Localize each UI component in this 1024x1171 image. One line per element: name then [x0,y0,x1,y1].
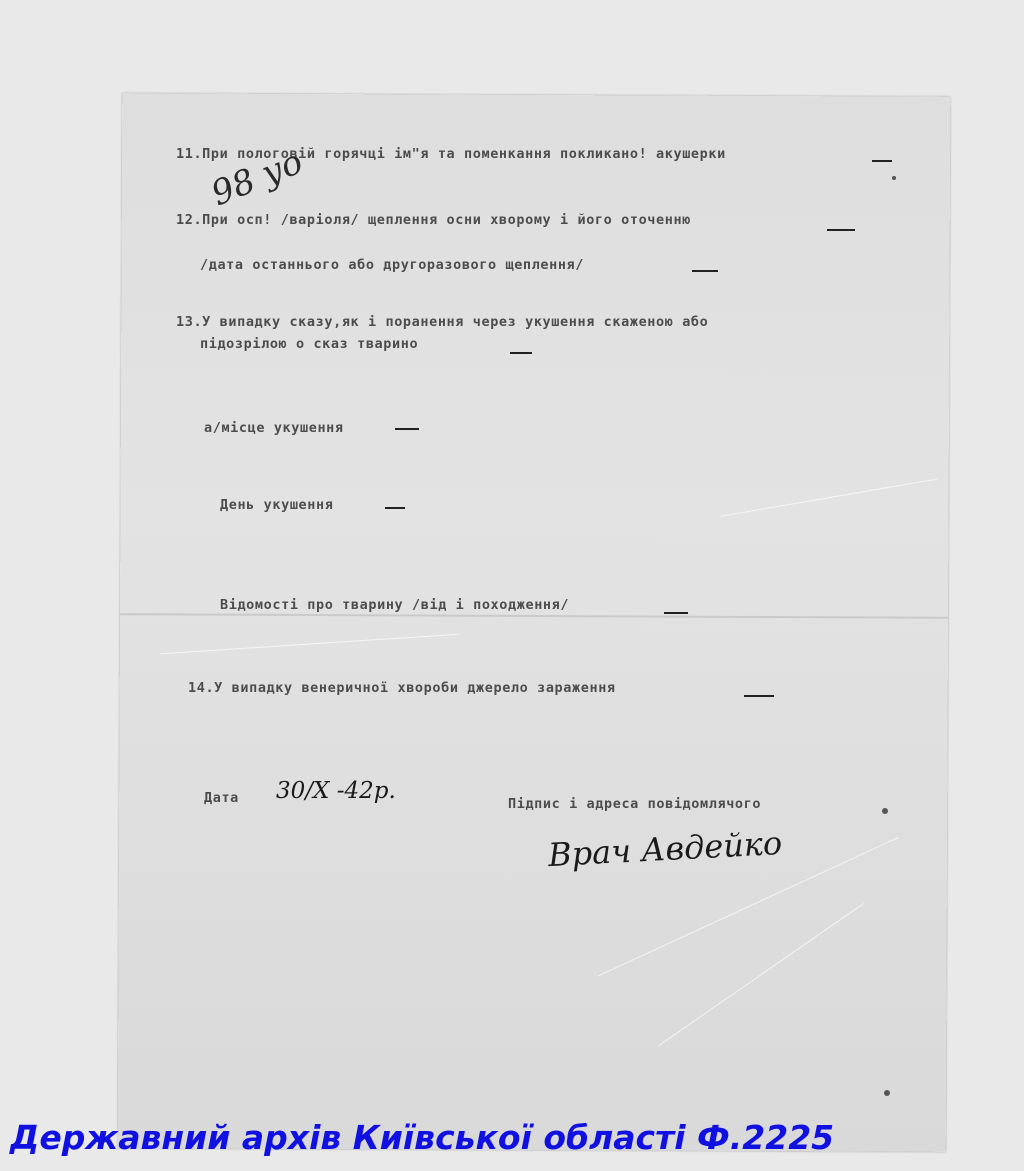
blank-line [692,270,718,272]
item-13-continuation: підозрілою о сказ тварино [200,336,419,352]
item-12-subtext: /дата останнього або другоразового щеплення/ [200,257,585,273]
paper-crease [720,479,937,517]
blank-line [510,352,532,354]
handwritten-date: 30/X -42р. [276,778,396,804]
paper-crease [658,903,864,1046]
blank-line [827,229,855,231]
bite-place-label: а/місце укушення [204,420,344,436]
paper-hole [892,176,896,180]
paper-crease [160,634,459,655]
item-11-text: 11.При пологовій горячці ім"я та поменкання покликано! акушерки [176,146,726,162]
bite-day-label: День укушення [220,497,334,513]
archive-watermark: Державний архів Київської області Ф.2225 [10,1118,835,1157]
item-12-text: 12.При осп! /варіоля/ щеплення осни хворому і його оточенню [176,212,691,228]
paper-hole [884,1090,890,1096]
paper-fold [120,613,948,619]
paper-hole [882,808,888,814]
animal-info-label: Відомості про тварину /від і походження/ [220,597,570,613]
blank-line [664,612,688,614]
item-14-text: 14.У випадку венеричної хвороби джерело зараження [188,680,616,696]
date-label: Дата [204,790,239,806]
document-sheet [118,93,951,1152]
blank-line [744,695,774,697]
signature-label: Підпис і адреса повідомлячого [508,796,762,812]
handwritten-signature: Врач Авдейко [547,823,784,875]
item-13-text: 13.У випадку сказу,як і поранення через укушення скаженою або [176,314,709,330]
blank-line [395,428,419,430]
blank-line [872,160,892,162]
margin-pencil-note: 98 уо [205,141,309,215]
blank-line [385,507,405,509]
